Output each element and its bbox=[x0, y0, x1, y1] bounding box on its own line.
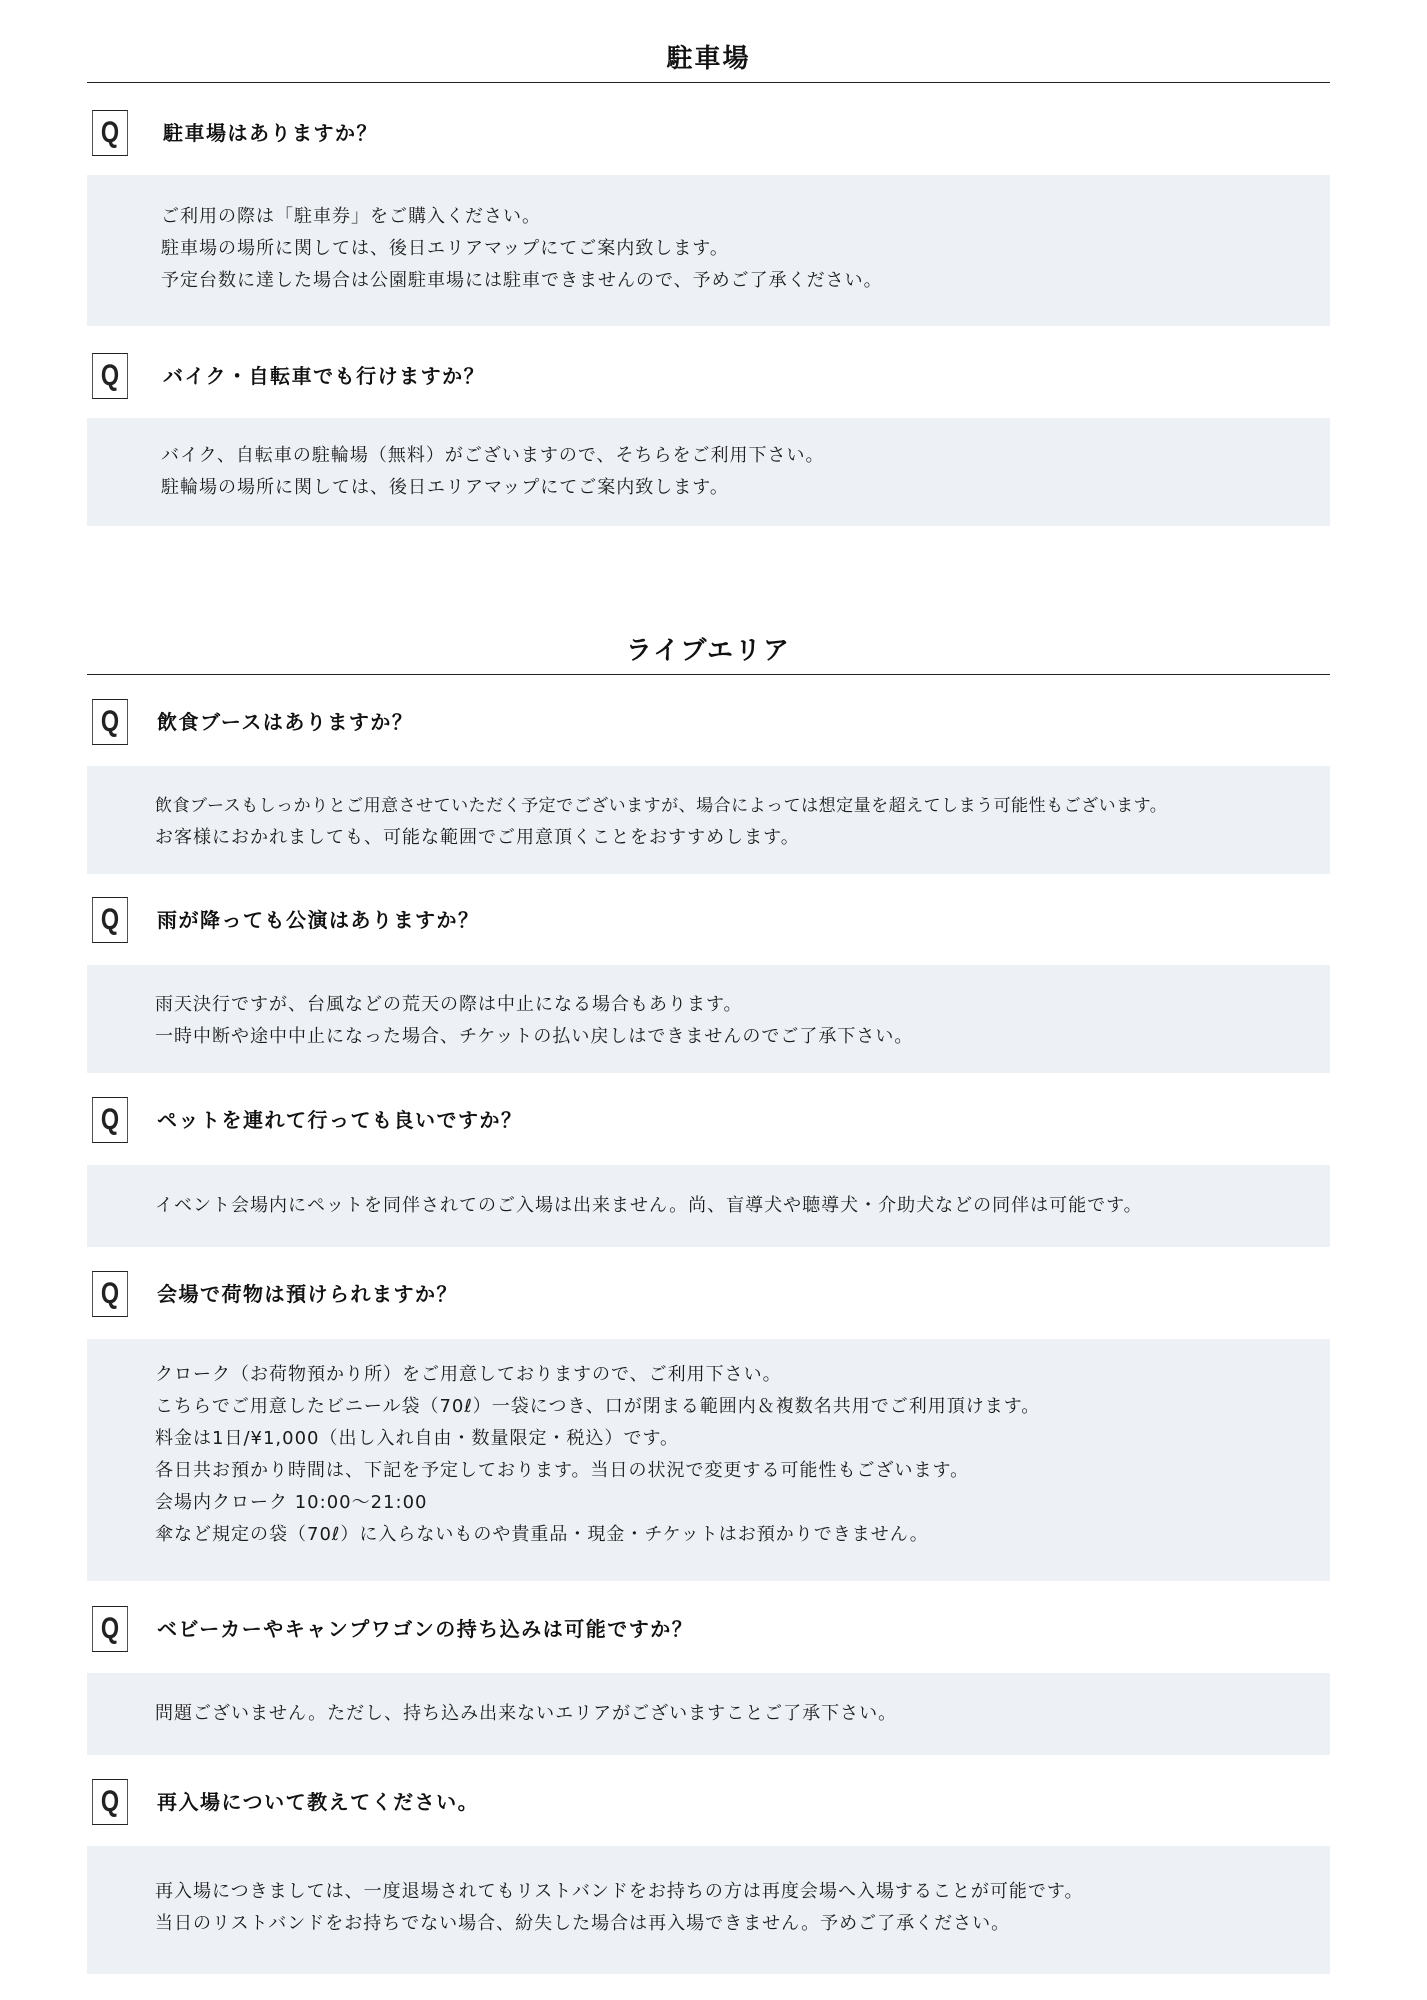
section-title-parking: 駐車場 bbox=[666, 44, 751, 74]
section-title-live-area: ライブエリア bbox=[625, 636, 792, 666]
faq-question bbox=[87, 1606, 1330, 1656]
answer-line: 当日のリストバンドをお持ちでない場合、紛失した場合は再入場できません。予めご了承ください。 bbox=[155, 1913, 1011, 1934]
answer-line: 各日共お預かり時間は、下記を予定しております。当日の状況で変更する可能性もございます。 bbox=[155, 1460, 970, 1481]
question-text: 駐車場はありますか？ bbox=[163, 121, 378, 145]
answer-line: お客様におかれましても、可能な範囲でご用意頂くことをおすすめします。 bbox=[155, 827, 800, 848]
q-mark-icon: Q bbox=[92, 897, 128, 943]
faq-question bbox=[87, 1097, 1330, 1147]
faq-question bbox=[87, 699, 1330, 749]
answer-line: クローク（お荷物預かり所）をご用意しておりますので、ご利用下さい。 bbox=[155, 1364, 782, 1385]
question-text: 会場で荷物は預けられますか？ bbox=[157, 1282, 458, 1306]
q-mark-icon: Q bbox=[92, 1606, 128, 1652]
answer-line: 再入場につきましては、一度退場されてもリストバンドをお持ちの方は再度会場へ入場することが可能です。 bbox=[155, 1881, 1084, 1902]
faq-answer bbox=[87, 418, 1330, 526]
answer-line: 料金は1日/¥1,000（出し入れ自由・数量限定・税込）です。 bbox=[155, 1428, 680, 1449]
q-mark-icon: Q bbox=[92, 1779, 128, 1825]
section-divider bbox=[87, 82, 1330, 83]
answer-line: ご利用の際は「駐車券」をご購入ください。 bbox=[161, 206, 541, 227]
q-mark-icon: Q bbox=[92, 699, 128, 745]
faq-answer bbox=[87, 965, 1330, 1073]
answer-line: 予定台数に達した場合は公園駐車場には駐車できませんので、予めご了承ください。 bbox=[161, 270, 883, 291]
section-divider bbox=[87, 674, 1330, 675]
faq-question bbox=[87, 110, 1330, 160]
faq-answer bbox=[87, 1339, 1330, 1581]
answer-line: 会場内クローク 10:00〜21:00 bbox=[155, 1492, 428, 1513]
faq-question bbox=[87, 353, 1330, 403]
answer-line: 傘など規定の袋（70ℓ）に入らないものや貴重品・現金・チケットはお預かりできません。 bbox=[155, 1524, 929, 1545]
question-text: 飲食ブースはありますか？ bbox=[157, 710, 414, 734]
q-mark-icon: Q bbox=[92, 1097, 128, 1143]
answer-line: 駐車場の場所に関しては、後日エリアマップにてご案内致します。 bbox=[161, 238, 729, 259]
q-mark-icon: Q bbox=[92, 353, 128, 399]
answer-line: 一時中断や途中中止になった場合、チケットの払い戻しはできませんのでご了承下さい。 bbox=[155, 1026, 914, 1047]
faq-question bbox=[87, 1271, 1330, 1321]
faq-answer bbox=[87, 766, 1330, 874]
answer-line: バイク、自転車の駐輪場（無料）がございますので、そちらをご利用下さい。 bbox=[161, 445, 825, 466]
faq-answer bbox=[87, 175, 1330, 326]
q-mark-icon: Q bbox=[92, 110, 128, 156]
question-text: 再入場について教えてください。 bbox=[157, 1790, 480, 1814]
question-text: ペットを連れて行っても良いですか？ bbox=[157, 1108, 523, 1132]
answer-line: 飲食ブースもしっかりとご用意させていただく予定でございますが、場合によっては想定量を超えてしまう可能性もございます。 bbox=[155, 796, 1168, 816]
faq-question bbox=[87, 897, 1330, 947]
faq-answer bbox=[87, 1673, 1330, 1755]
question-text: バイク・自転車でも行けますか？ bbox=[163, 364, 486, 388]
answer-line: イベント会場内にペットを同伴されてのご入場は出来ません。尚、盲導犬や聴導犬・介助犬などの同伴は可能です。 bbox=[155, 1195, 1143, 1216]
faq-question bbox=[87, 1779, 1330, 1829]
question-text: 雨が降っても公演はありますか？ bbox=[157, 908, 480, 932]
faq-answer bbox=[87, 1846, 1330, 1974]
answer-line: 駐輪場の場所に関しては、後日エリアマップにてご案内致します。 bbox=[161, 477, 729, 498]
faq-answer bbox=[87, 1165, 1330, 1247]
answer-line: 雨天決行ですが、台風などの荒天の際は中止になる場合もあります。 bbox=[155, 994, 743, 1015]
question-text: ベビーカーやキャンプワゴンの持ち込みは可能ですか？ bbox=[157, 1617, 694, 1641]
answer-line: こちらでご用意したビニール袋（70ℓ）一袋につき、口が閉まる範囲内＆複数名共用でご利用頂けます。 bbox=[155, 1396, 1041, 1417]
q-mark-icon: Q bbox=[92, 1271, 128, 1317]
answer-line: 問題ございません。ただし、持ち込み出来ないエリアがございますことご了承下さい。 bbox=[155, 1703, 898, 1724]
